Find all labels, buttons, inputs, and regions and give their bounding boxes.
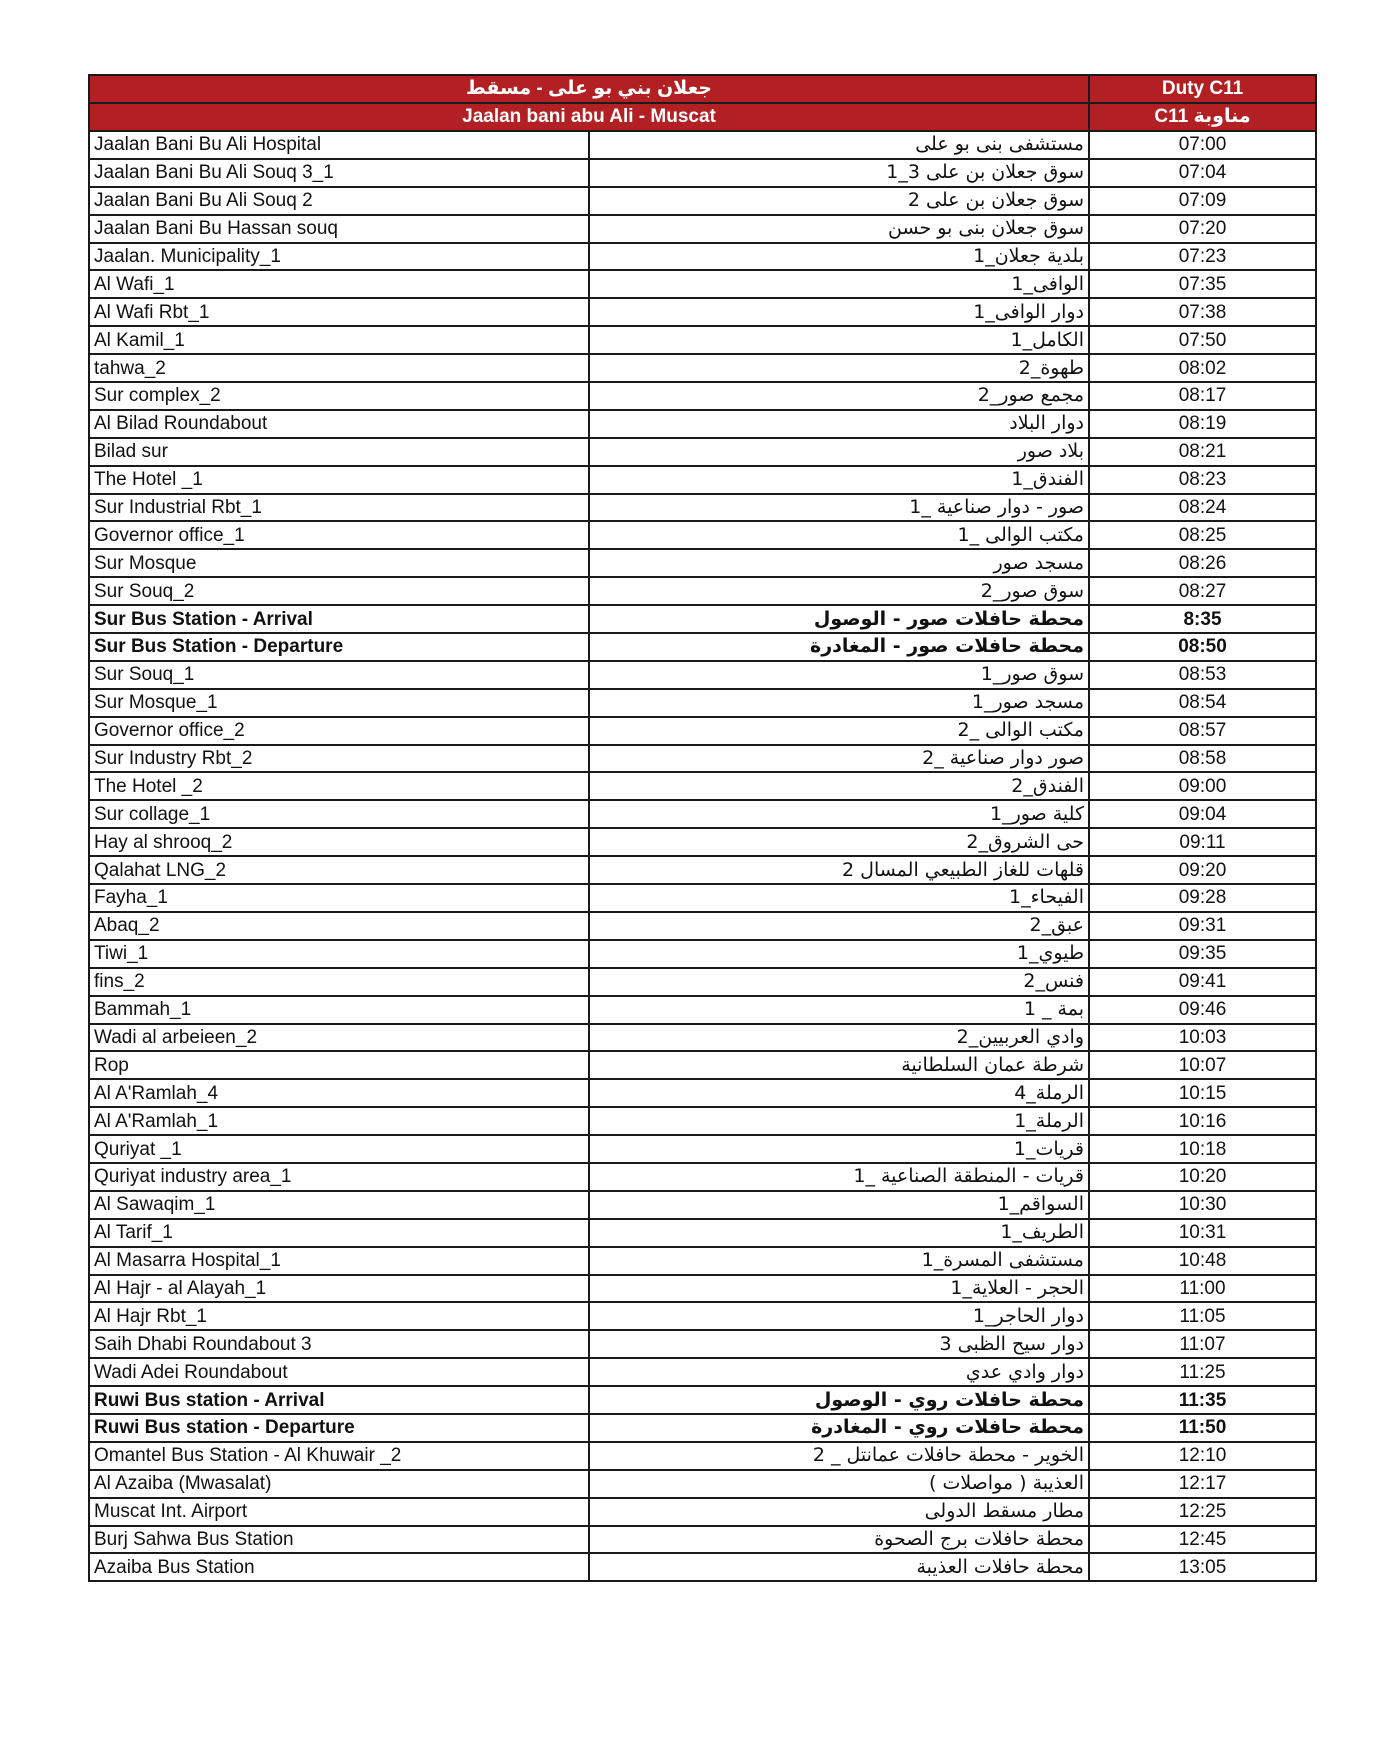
stop-name-arabic: طيوي_1	[589, 940, 1089, 968]
stop-name-arabic: دوار سيح الظبى 3	[589, 1330, 1089, 1358]
stop-name-english: Bilad sur	[89, 438, 589, 466]
stop-name-english: Azaiba Bus Station	[89, 1553, 589, 1581]
stop-row	[89, 1247, 1316, 1275]
stop-time: 08:54	[1089, 689, 1316, 717]
stop-row	[89, 1163, 1316, 1191]
stop-name-arabic: مطار مسقط الدولى	[589, 1498, 1089, 1526]
stop-name-english: Al Hajr Rbt_1	[89, 1302, 589, 1330]
stop-name-english: Jaalan Bani Bu Ali Souq 2	[89, 187, 589, 215]
stop-name-arabic: دوار البلاد	[589, 410, 1089, 438]
stop-name-arabic: مكتب الوالى _1	[589, 521, 1089, 549]
stop-time: 11:50	[1089, 1414, 1316, 1442]
stop-name-arabic: صور دوار صناعية _2	[589, 745, 1089, 773]
stop-time: 08:17	[1089, 382, 1316, 410]
stop-name-arabic: قلهات للغاز الطبيعي المسال 2	[589, 856, 1089, 884]
stop-name-english: Sur Industrial Rbt_1	[89, 494, 589, 522]
stop-time: 08:53	[1089, 661, 1316, 689]
stop-name-arabic: محطة حافلات روي - المغادرة	[589, 1414, 1089, 1442]
stop-row	[89, 1107, 1316, 1135]
stop-row	[89, 1051, 1316, 1079]
stop-time: 10:15	[1089, 1079, 1316, 1107]
stop-name-arabic: مكتب الوالى _2	[589, 717, 1089, 745]
stop-name-english: Jaalan Bani Bu Hassan souq	[89, 215, 589, 243]
stop-row	[89, 549, 1316, 577]
stop-row	[89, 800, 1316, 828]
stop-row	[89, 1302, 1316, 1330]
stop-time: 08:24	[1089, 494, 1316, 522]
route-title-english: Jaalan bani abu Ali - Muscat	[89, 103, 1089, 131]
stop-row	[89, 633, 1316, 661]
stop-row	[89, 772, 1316, 800]
stop-time: 08:26	[1089, 549, 1316, 577]
stop-row	[89, 996, 1316, 1024]
stop-name-arabic: الفيحاء_1	[589, 884, 1089, 912]
stop-name-arabic: مسجد صور	[589, 549, 1089, 577]
stop-name-arabic: مستشفى المسرة_1	[589, 1247, 1089, 1275]
stop-time: 13:05	[1089, 1553, 1316, 1581]
stop-name-arabic: مسجد صور_1	[589, 689, 1089, 717]
stop-time: 10:31	[1089, 1219, 1316, 1247]
route-title-arabic: جعلان بني بو على - مسقط	[89, 75, 1089, 103]
stop-row	[89, 410, 1316, 438]
stop-time: 07:38	[1089, 298, 1316, 326]
stop-name-english: Burj Sahwa Bus Station	[89, 1526, 589, 1554]
stop-name-english: Quriyat industry area_1	[89, 1163, 589, 1191]
timetable-sheet	[88, 74, 1315, 1582]
stop-time: 07:20	[1089, 215, 1316, 243]
stop-time: 07:04	[1089, 159, 1316, 187]
stop-row	[89, 354, 1316, 382]
stop-name-english: Quriyat _1	[89, 1135, 589, 1163]
stop-name-arabic: السواقم_1	[589, 1191, 1089, 1219]
stop-row	[89, 215, 1316, 243]
stop-row	[89, 1553, 1316, 1581]
stop-row	[89, 940, 1316, 968]
stop-name-arabic: محطة حافلات صور - الوصول	[589, 605, 1089, 633]
header-row-english	[89, 103, 1316, 131]
stop-time: 12:25	[1089, 1498, 1316, 1526]
stop-name-arabic: دوار وادي عدي	[589, 1358, 1089, 1386]
stop-time: 08:50	[1089, 633, 1316, 661]
stop-row	[89, 243, 1316, 271]
stop-time: 07:35	[1089, 270, 1316, 298]
stop-row	[89, 1024, 1316, 1052]
stop-time: 07:00	[1089, 131, 1316, 159]
stop-name-arabic: سوق جعلان بن على 3_1	[589, 159, 1089, 187]
stop-name-english: Sur Souq_1	[89, 661, 589, 689]
stop-row	[89, 1358, 1316, 1386]
stop-name-english: The Hotel _2	[89, 772, 589, 800]
stop-name-english: Governor office_1	[89, 521, 589, 549]
stop-time: 12:45	[1089, 1526, 1316, 1554]
stop-row	[89, 382, 1316, 410]
stop-time: 09:20	[1089, 856, 1316, 884]
stop-row	[89, 717, 1316, 745]
stop-time: 10:07	[1089, 1051, 1316, 1079]
stop-row	[89, 1275, 1316, 1303]
stop-name-english: Jaalan. Municipality_1	[89, 243, 589, 271]
stop-time: 09:00	[1089, 772, 1316, 800]
stop-row	[89, 466, 1316, 494]
stop-name-english: Jaalan Bani Bu Ali Hospital	[89, 131, 589, 159]
stop-name-arabic: محطة حافلات العذيبة	[589, 1553, 1089, 1581]
stop-row	[89, 1386, 1316, 1414]
stop-name-arabic: الفندق_2	[589, 772, 1089, 800]
stop-time: 10:20	[1089, 1163, 1316, 1191]
stop-row	[89, 1442, 1316, 1470]
stop-name-english: Sur collage_1	[89, 800, 589, 828]
stop-row	[89, 912, 1316, 940]
stop-time: 08:25	[1089, 521, 1316, 549]
stop-row	[89, 1526, 1316, 1554]
stop-name-english: Wadi Adei Roundabout	[89, 1358, 589, 1386]
stop-name-english: Abaq_2	[89, 912, 589, 940]
stop-name-arabic: طهوة_2	[589, 354, 1089, 382]
stop-time: 08:58	[1089, 745, 1316, 773]
stop-time: 10:16	[1089, 1107, 1316, 1135]
stop-row	[89, 968, 1316, 996]
stop-name-english: Al Masarra Hospital_1	[89, 1247, 589, 1275]
stop-row	[89, 131, 1316, 159]
stop-time: 10:48	[1089, 1247, 1316, 1275]
stop-name-arabic: سوق صور_1	[589, 661, 1089, 689]
stop-name-english: fins_2	[89, 968, 589, 996]
stop-time: 08:23	[1089, 466, 1316, 494]
stop-name-english: Sur Industry Rbt_2	[89, 745, 589, 773]
stop-name-english: Jaalan Bani Bu Ali Souq 3_1	[89, 159, 589, 187]
stop-name-arabic: الحجر - العلاية_1	[589, 1275, 1089, 1303]
stop-row	[89, 1414, 1316, 1442]
stop-name-arabic: الكامل_1	[589, 326, 1089, 354]
stop-name-arabic: الطريف_1	[589, 1219, 1089, 1247]
stop-name-english: Sur complex_2	[89, 382, 589, 410]
stop-name-english: Fayha_1	[89, 884, 589, 912]
duty-label-english: Duty C11	[1089, 75, 1316, 103]
stop-row	[89, 1135, 1316, 1163]
stop-row	[89, 298, 1316, 326]
stop-time: 10:03	[1089, 1024, 1316, 1052]
stop-time: 11:00	[1089, 1275, 1316, 1303]
stop-name-arabic: الرملة_1	[589, 1107, 1089, 1135]
stop-time: 11:25	[1089, 1358, 1316, 1386]
stop-name-arabic: سوق جعلان بنى بو حسن	[589, 215, 1089, 243]
stop-name-arabic: الوافى_1	[589, 270, 1089, 298]
stop-row	[89, 326, 1316, 354]
stop-name-english: Al A'Ramlah_1	[89, 1107, 589, 1135]
stop-time: 8:35	[1089, 605, 1316, 633]
duty-label-arabic: مناوبة C11	[1089, 103, 1316, 131]
stop-name-arabic: محطة حافلات صور - المغادرة	[589, 633, 1089, 661]
stop-name-english: Al Wafi Rbt_1	[89, 298, 589, 326]
stop-time: 09:35	[1089, 940, 1316, 968]
stop-time: 12:17	[1089, 1470, 1316, 1498]
stop-time: 08:19	[1089, 410, 1316, 438]
stop-row	[89, 1470, 1316, 1498]
stop-row	[89, 187, 1316, 215]
stop-time: 12:10	[1089, 1442, 1316, 1470]
stop-time: 09:11	[1089, 828, 1316, 856]
stop-name-english: Al Kamil_1	[89, 326, 589, 354]
stop-row	[89, 159, 1316, 187]
stop-name-english: Bammah_1	[89, 996, 589, 1024]
stop-time: 11:35	[1089, 1386, 1316, 1414]
stop-name-arabic: بلاد صور	[589, 438, 1089, 466]
stop-time: 11:05	[1089, 1302, 1316, 1330]
stop-row	[89, 1330, 1316, 1358]
stop-name-english: Al Azaiba (Mwasalat)	[89, 1470, 589, 1498]
stop-name-english: Al Sawaqim_1	[89, 1191, 589, 1219]
stop-time: 08:27	[1089, 577, 1316, 605]
stop-name-arabic: مستشفى بنى بو على	[589, 131, 1089, 159]
stop-time: 08:57	[1089, 717, 1316, 745]
stop-time: 09:46	[1089, 996, 1316, 1024]
stop-name-arabic: وادي العربيين_2	[589, 1024, 1089, 1052]
stop-time: 11:07	[1089, 1330, 1316, 1358]
stop-name-arabic: قريات - المنطقة الصناعية _1	[589, 1163, 1089, 1191]
stop-name-english: Sur Souq_2	[89, 577, 589, 605]
stop-name-english: Al Bilad Roundabout	[89, 410, 589, 438]
stop-name-arabic: شرطة عمان السلطانية	[589, 1051, 1089, 1079]
stop-row	[89, 856, 1316, 884]
stop-name-arabic: دوار الحاجر_1	[589, 1302, 1089, 1330]
stop-row	[89, 1191, 1316, 1219]
stop-name-arabic: قريات_1	[589, 1135, 1089, 1163]
stop-time: 07:23	[1089, 243, 1316, 271]
stop-name-english: Hay al shrooq_2	[89, 828, 589, 856]
stop-time: 10:18	[1089, 1135, 1316, 1163]
stop-name-english: tahwa_2	[89, 354, 589, 382]
stop-row	[89, 828, 1316, 856]
stop-name-arabic: صور - دوار صناعية _1	[589, 494, 1089, 522]
stop-row	[89, 270, 1316, 298]
stop-row	[89, 689, 1316, 717]
stop-name-english: Sur Bus Station - Arrival	[89, 605, 589, 633]
stop-name-arabic: عبق_2	[589, 912, 1089, 940]
stop-row	[89, 521, 1316, 549]
stop-name-english: The Hotel _1	[89, 466, 589, 494]
stop-time: 09:41	[1089, 968, 1316, 996]
stop-name-english: Sur Mosque	[89, 549, 589, 577]
stop-name-english: Tiwi_1	[89, 940, 589, 968]
stop-time: 10:30	[1089, 1191, 1316, 1219]
stop-time: 07:09	[1089, 187, 1316, 215]
stop-name-english: Sur Bus Station - Departure	[89, 633, 589, 661]
stop-row	[89, 1219, 1316, 1247]
stop-name-arabic: مجمع صور_2	[589, 382, 1089, 410]
stop-name-english: Governor office_2	[89, 717, 589, 745]
stop-name-arabic: العذيبة ( مواصلات )	[589, 1470, 1089, 1498]
stop-name-english: Al Tarif_1	[89, 1219, 589, 1247]
stop-name-english: Wadi al arbeieen_2	[89, 1024, 589, 1052]
stop-name-arabic: محطة حافلات روي - الوصول	[589, 1386, 1089, 1414]
stop-name-english: Al Wafi_1	[89, 270, 589, 298]
stop-time: 08:21	[1089, 438, 1316, 466]
stop-row	[89, 1498, 1316, 1526]
stop-name-arabic: الخوير - محطة حافلات عمانتل _ 2	[589, 1442, 1089, 1470]
stop-name-english: Omantel Bus Station - Al Khuwair _2	[89, 1442, 589, 1470]
stop-name-arabic: سوق جعلان بن على 2	[589, 187, 1089, 215]
stop-name-arabic: كلية صور_1	[589, 800, 1089, 828]
stop-name-arabic: دوار الوافى_1	[589, 298, 1089, 326]
stop-name-arabic: بلدية جعلان_1	[589, 243, 1089, 271]
stop-name-english: Ruwi Bus station - Departure	[89, 1414, 589, 1442]
stop-name-arabic: فنس_2	[589, 968, 1089, 996]
stop-name-english: Sur Mosque_1	[89, 689, 589, 717]
stop-row	[89, 884, 1316, 912]
header-row-arabic	[89, 75, 1316, 103]
stop-name-english: Muscat Int. Airport	[89, 1498, 589, 1526]
timetable	[88, 74, 1317, 1582]
stop-name-arabic: الفندق_1	[589, 466, 1089, 494]
stop-time: 09:31	[1089, 912, 1316, 940]
stop-time: 09:04	[1089, 800, 1316, 828]
stop-name-english: Rop	[89, 1051, 589, 1079]
stop-name-arabic: الرملة_4	[589, 1079, 1089, 1107]
stop-name-english: Ruwi Bus station - Arrival	[89, 1386, 589, 1414]
stop-row	[89, 494, 1316, 522]
stop-name-arabic: سوق صور_2	[589, 577, 1089, 605]
stop-name-english: Al A'Ramlah_4	[89, 1079, 589, 1107]
stop-name-english: Al Hajr - al Alayah_1	[89, 1275, 589, 1303]
stop-name-arabic: حى الشروق_2	[589, 828, 1089, 856]
stop-row	[89, 438, 1316, 466]
stop-row	[89, 745, 1316, 773]
stop-time: 07:50	[1089, 326, 1316, 354]
stop-name-english: Qalahat LNG_2	[89, 856, 589, 884]
stop-name-arabic: بمة _ 1	[589, 996, 1089, 1024]
stop-row	[89, 661, 1316, 689]
stop-row	[89, 605, 1316, 633]
stop-name-arabic: محطة حافلات برج الصحوة	[589, 1526, 1089, 1554]
stop-name-english: Saih Dhabi Roundabout 3	[89, 1330, 589, 1358]
stop-time: 09:28	[1089, 884, 1316, 912]
stop-row	[89, 1079, 1316, 1107]
stop-time: 08:02	[1089, 354, 1316, 382]
stop-row	[89, 577, 1316, 605]
